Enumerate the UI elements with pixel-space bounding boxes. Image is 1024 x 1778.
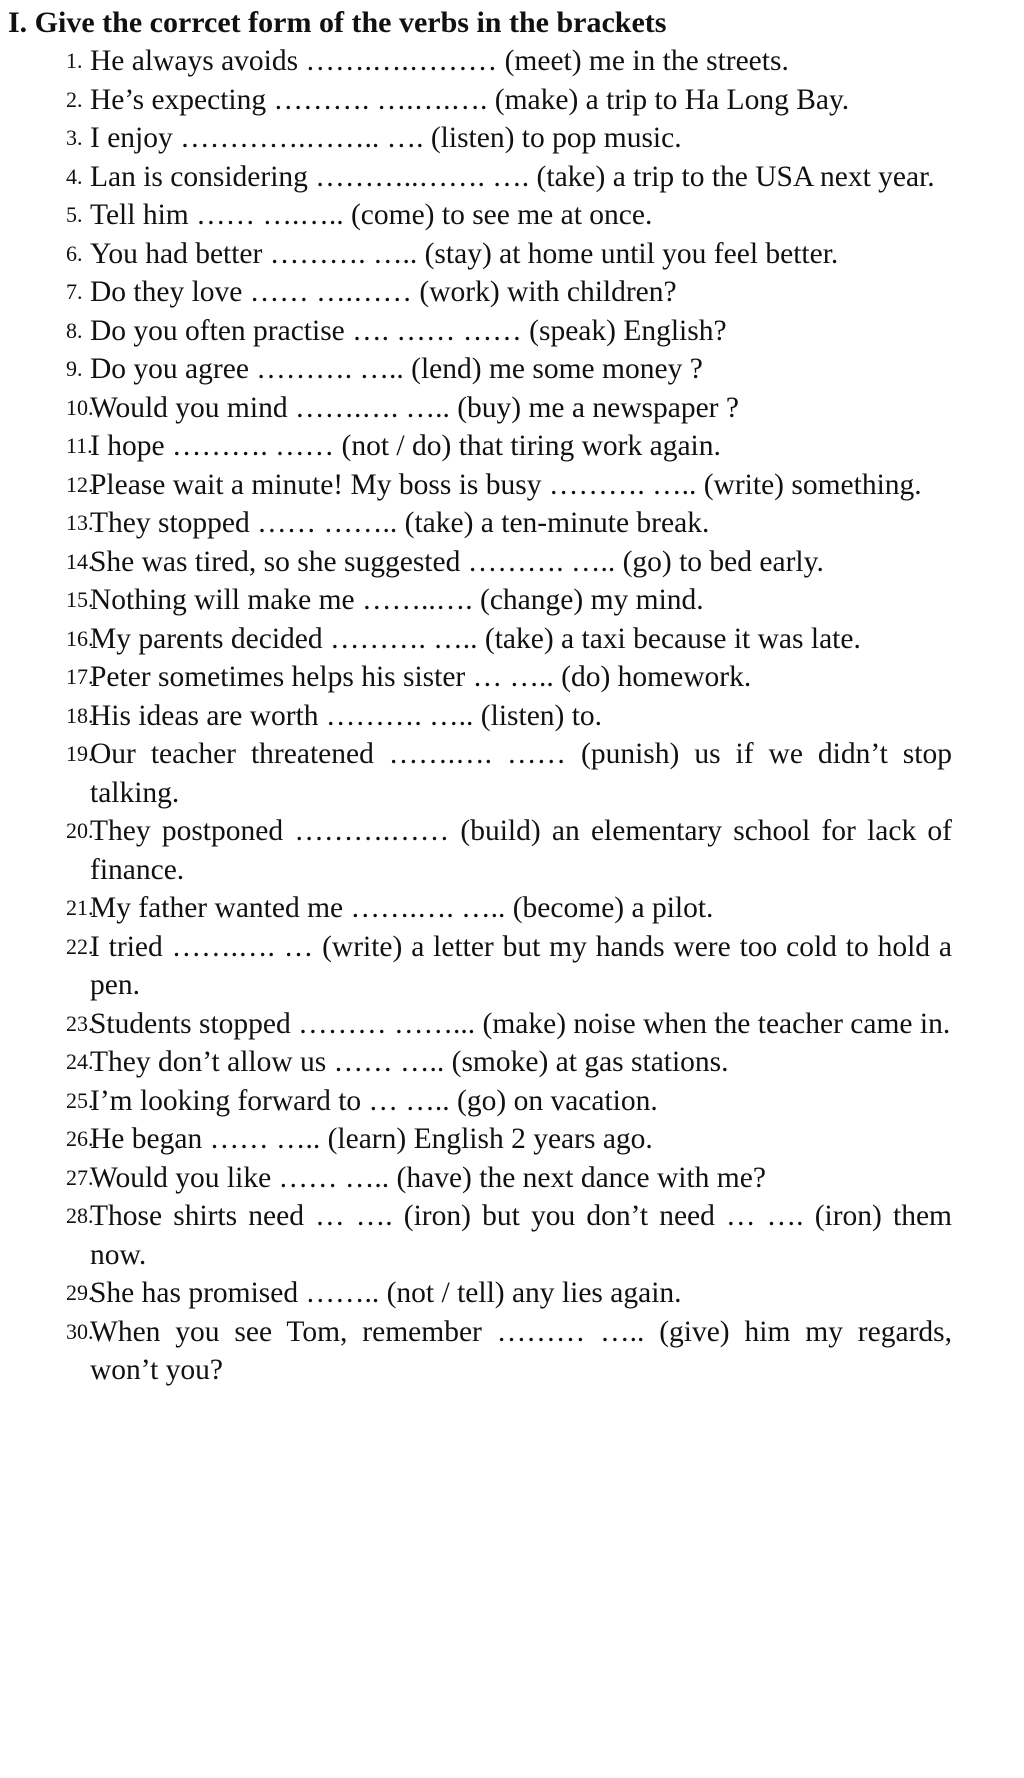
exercise-number: 20. — [66, 818, 94, 843]
exercise-number: 26. — [66, 1126, 94, 1151]
exercise-number: 28. — [66, 1203, 94, 1228]
exercise-sentence: She has promised …….. (not / tell) any lies again. — [90, 1277, 682, 1309]
exercise-sentence: He began …… ….. (learn) English 2 years ago. — [90, 1123, 653, 1155]
exercise-number: 18. — [66, 702, 94, 728]
exercise-sentence: Peter sometimes helps his sister … ….. (do) homework. — [90, 661, 752, 693]
exercise-number: 25. — [66, 1087, 94, 1113]
exercise-number: 21. — [66, 895, 94, 920]
exercise-item — [6, 697, 952, 736]
exercise-item — [6, 427, 952, 466]
exercise-item — [6, 1082, 952, 1121]
exercise-number: 23. — [66, 1010, 94, 1036]
exercise-item — [6, 466, 952, 505]
exercise-list — [6, 42, 952, 1390]
exercise-sentence: Our teacher threatened …….…. …… (punish) us if we didn’t stop talking. — [90, 738, 952, 809]
exercise-item — [6, 1159, 952, 1198]
exercise-number: 6. — [66, 240, 83, 266]
exercise-number: 2. — [66, 86, 83, 112]
exercise-number: 10. — [66, 394, 94, 420]
exercise-sentence: Please wait a minute! My boss is busy ………. ….. (write) something. — [90, 468, 922, 501]
exercise-item — [6, 235, 952, 274]
exercise-number: 16. — [66, 625, 94, 651]
exercise-number: 11. — [66, 433, 93, 458]
exercise-item — [6, 1005, 952, 1044]
exercise-sentence: Those shirts need … …. (iron) but you don’t need … …. (iron) them now. — [90, 1200, 952, 1271]
exercise-item — [6, 1043, 952, 1082]
exercise-item — [6, 81, 952, 120]
exercise-number: 24. — [66, 1049, 94, 1074]
exercise-number: 27. — [66, 1164, 94, 1190]
exercise-item — [6, 928, 952, 1005]
exercise-sentence: Do you agree ………. ….. (lend) me some money ? — [90, 353, 703, 385]
exercise-number: 14. — [66, 548, 94, 574]
exercise-number: 1. — [66, 48, 83, 73]
exercise-number: 19. — [66, 741, 94, 766]
exercise-number: 15. — [66, 587, 94, 612]
exercise-sentence: My father wanted me …….…. ….. (become) a pilot. — [90, 892, 714, 924]
exercise-number: 17. — [66, 664, 94, 689]
exercise-sentence: Would you like …… ….. (have) the next dance with me? — [90, 1161, 766, 1194]
exercise-sentence: I hope ………. …… (not / do) that tiring work again. — [90, 430, 721, 462]
exercise-sentence: When you see Tom, remember ……… ….. (give) him my regards, won’t you? — [90, 1315, 952, 1386]
exercise-item — [6, 504, 952, 543]
exercise-item — [6, 1313, 952, 1390]
exercise-sentence: Do they love …… ….…… (work) with children? — [90, 276, 677, 308]
exercise-item — [6, 119, 952, 158]
exercise-item — [6, 312, 952, 351]
exercise-sentence: Students stopped ……… ……... (make) noise when the teacher came in. — [90, 1007, 951, 1040]
exercise-sentence: Nothing will make me ……..…. (change) my mind. — [90, 584, 704, 616]
exercise-number: 22. — [66, 933, 94, 959]
exercise-sentence: Do you often practise …. …… …… (speak) English? — [90, 314, 727, 347]
exercise-sentence: My parents decided ………. ….. (take) a taxi because it was late. — [90, 622, 861, 655]
exercise-item — [6, 812, 952, 889]
exercise-item — [6, 350, 952, 389]
exercise-item — [6, 581, 952, 620]
exercise-sentence: They stopped …… …….. (take) a ten-minute break. — [90, 507, 710, 539]
exercise-sentence: His ideas are worth ………. ….. (listen) to. — [90, 699, 603, 732]
exercise-item — [6, 889, 952, 928]
exercise-sentence: You had better ………. ….. (stay) at home until you feel better. — [90, 237, 839, 270]
exercise-number: 30. — [66, 1318, 94, 1344]
exercise-sentence: He always avoids …….….……… (meet) me in the streets. — [90, 45, 789, 77]
exercise-item — [6, 42, 952, 81]
exercise-number: 12. — [66, 471, 94, 497]
exercise-number: 4. — [66, 163, 83, 189]
exercise-number: 13. — [66, 510, 94, 535]
exercise-sentence: They don’t allow us …… ….. (smoke) at gas stations. — [90, 1046, 729, 1078]
worksheet-title: I. Give the corrcet form of the verbs in the brackets — [8, 6, 667, 39]
exercise-sentence: She was tired, so she suggested ………. ….. (go) to bed early. — [90, 545, 824, 578]
exercise-item — [6, 543, 952, 582]
exercise-number: 5. — [66, 202, 83, 227]
exercise-item — [6, 620, 952, 659]
exercise-item — [6, 196, 952, 235]
exercise-sentence: I’m looking forward to … ….. (go) on vacation. — [90, 1084, 658, 1117]
exercise-sentence: He’s expecting ………. ….….…. (make) a trip to Ha Long Bay. — [90, 83, 850, 116]
exercise-item — [6, 1197, 952, 1274]
exercise-sentence: I enjoy ………….…….. …. (listen) to pop music. — [90, 122, 682, 154]
exercise-item — [6, 1120, 952, 1159]
exercise-sentence: Lan is considering ………..……. …. (take) a trip to the USA next year. — [90, 160, 935, 193]
exercise-item — [6, 273, 952, 312]
exercise-sentence: They postponed ……….…… (build) an elementary school for lack of finance. — [90, 815, 952, 886]
exercise-item — [6, 735, 952, 812]
exercise-item — [6, 389, 952, 428]
exercise-item — [6, 158, 952, 197]
exercise-number: 9. — [66, 356, 83, 381]
exercise-number: 8. — [66, 317, 83, 343]
exercise-item — [6, 1274, 952, 1313]
exercise-number: 3. — [66, 125, 83, 150]
exercise-sentence: I tried …….…. … (write) a letter but my hands were too cold to hold a pen. — [90, 930, 952, 1001]
exercise-sentence: Tell him …… ….….. (come) to see me at once. — [90, 199, 653, 231]
exercise-number: 29. — [66, 1280, 94, 1305]
exercise-sentence: Would you mind …….…. ….. (buy) me a newspaper ? — [90, 391, 739, 424]
exercise-item — [6, 658, 952, 697]
exercise-number: 7. — [66, 279, 83, 304]
